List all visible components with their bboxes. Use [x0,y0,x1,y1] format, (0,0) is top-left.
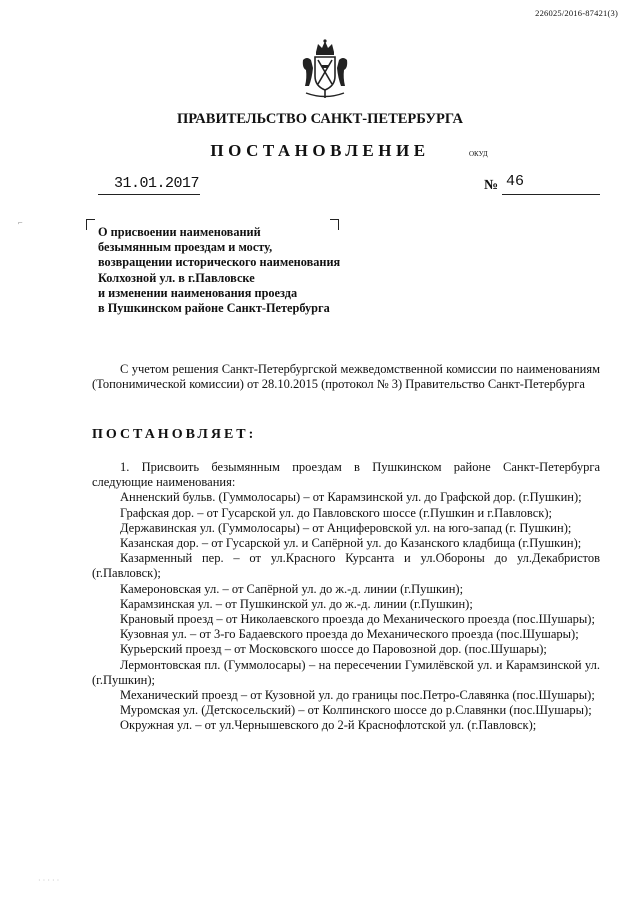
list-item: Державинская ул. (Гуммолосары) – от Анциферовской ул. на юго-запад (г. Пушкин); [120,520,572,535]
number-sign: № [484,178,499,193]
list-item: Карамзинская ул. – от Пушкинской ул. до ж.-д. линии (г.Пушкин); [120,596,473,611]
title-line: в Пушкинском районе Санкт-Петербурга [98,301,330,316]
title-line: О присвоении наименований [98,225,261,239]
resolves-heading: ПОСТАНОВЛЯЕТ: [92,427,257,442]
document-type-heading: ПОСТАНОВЛЕНИЕ [210,141,430,160]
coat-of-arms-emblem [298,38,352,100]
list-item: Графская дор. – от Гусарской ул. до Павловского шоссе (г.Пушкин и г.Павловск); [120,505,553,520]
list-item: Механический проезд – от Кузовной ул. до границы пос.Петро-Славянка (пос.Шушары); [120,688,595,703]
preamble-paragraph: С учетом решения Санкт-Петербургской межведомственной комиссии по наименованиям (Топонимической комиссии) от 28.10.2015 (протокол № 3) Правительство Санкт-Петербурга [92,362,600,392]
list-item: Лермонтовская пл. (Гуммолосары) – на пересечении Гумилёвской ул. и Карамзинской ул. (г.Пушкин); [92,657,600,687]
list-item: Камероновская ул. – от Сапёрной ул. до ж.-д. линии (г.Пушкин); [120,581,464,596]
okud-label: ОКУД [469,150,488,158]
scan-artifact-dots: · · · · · [38,876,60,885]
list-item: Курьерский проезд – от Московского шоссе до Паровозной дор. (пос.Шушары); [120,642,547,657]
list-item: Казарменный пер. – от ул.Красного Курсанта и ул.Обороны до ул.Декабристов (г.Павловск); [92,551,600,581]
list-item: Кузовная ул. – от 3-го Бадаевского проезда до Механического проезда (пос.Шушары); [120,627,579,642]
list-item: Анненский бульв. (Гуммолосары) – от Карамзинской ул. до Графской дор. (г.Пушкин); [120,490,582,505]
title-line: возвращении исторического наименования [98,255,341,270]
number-underline [502,194,600,195]
date-underline [98,194,200,195]
document-title [98,225,340,316]
document-date: 31.01.2017 [114,175,200,192]
government-heading: ПРАВИТЕЛЬСТВО САНКТ-ПЕТЕРБУРГА [177,111,463,127]
title-line: и изменении наименования проезда [98,285,298,300]
document-code: 226025/2016-87421(3) [535,8,618,18]
margin-mark: ⌐ [18,218,23,227]
list-item: Крановый проезд – от Николаевского проезда до Механического проезда (пос.Шушары); [120,612,595,627]
title-line: Колхозной ул. в г.Павловске [98,270,255,285]
title-line: безымянным проездам и мосту, [98,240,273,255]
document-number: 46 [506,173,525,190]
clause-list [92,460,600,734]
list-item: Окружная ул. – от ул.Чернышевского до 2-й Краснофлотской ул. (г.Павловск); [120,718,537,733]
list-item: Казанская дор. – от Гусарской ул. и Сапёрной ул. до Казанского кладбища (г.Пушкин); [120,536,582,551]
clause-1-intro: 1. Присвоить безымянным проездам в Пушкинском районе Санкт-Петербурга следующие наименования: [92,460,600,490]
title-corner-mark-left [86,219,95,230]
list-item: Муромская ул. (Детскосельский) – от Колпинского шоссе до р.Славянки (пос.Шушары); [120,703,592,718]
